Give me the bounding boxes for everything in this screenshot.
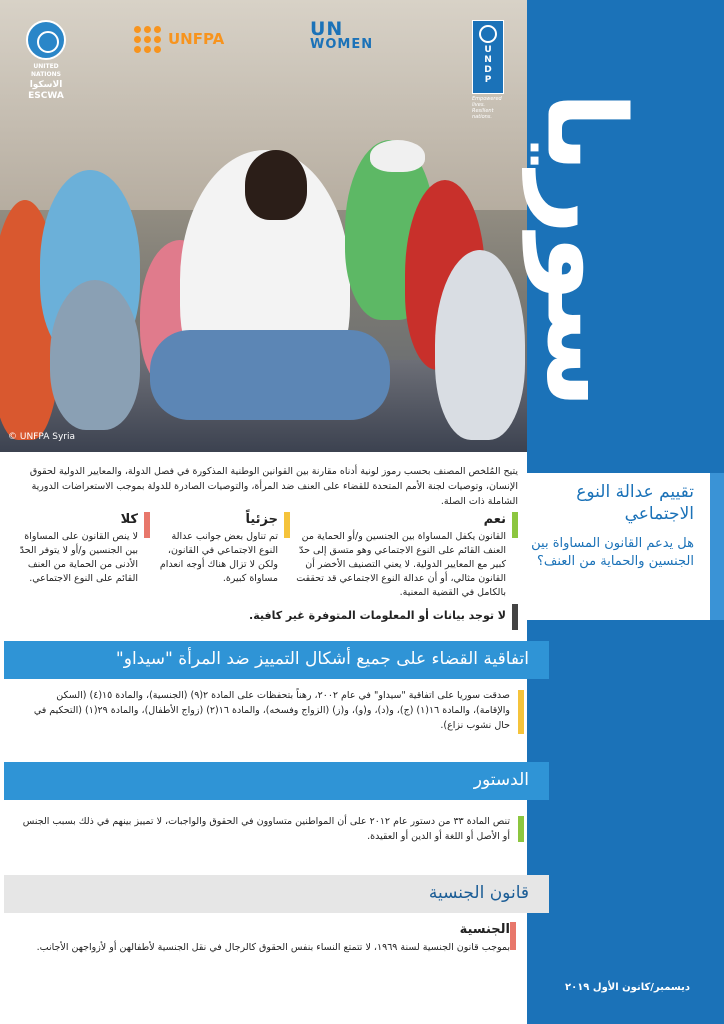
un-logo-line1: UNITED NATIONS [31,63,61,78]
section-title-nationality: قانون الجنسية [428,883,529,903]
section-body-cedaw [20,688,510,733]
legend-no-body: لا ينص القانون على المساواة بين الجنسين و/أو لا يتوفر الحدّ الأدنى من الحماية من العنف القائم على النوع الاجتماعي. [19,531,138,584]
section-body-nationality [20,940,510,955]
un-emblem-icon [26,20,66,60]
section-header-constitution [4,762,549,800]
photo-woman-jeans [150,330,390,420]
assessment-title: تقييم عدالة النوع الاجتماعي [576,482,694,524]
legend-yes-body: القانون يكفل المساواة بين الجنسين و/أو الحماية من العنف القائم على النوع الاجتماعي وهو متسق إلى حدّ كبير مع المعايير الدولية. لا يعني التصنيف الأخضر أن القانون مثالي، أو أن عدالة النوع الاجتماعي قد تحققت بالكامل في القضية المعنية. [296,531,506,598]
undp-emblem-icon [479,25,497,43]
un-logo-line2: الاسكوا [29,80,63,90]
assessment-card-accent [710,473,724,620]
country-title [522,80,648,420]
unwomen-line2: WOMEN [310,37,374,52]
constitution-text: تنص المادة ٣٣ من دستور عام ٢٠١٢ على أن المواطنين متساوون في الحقوق والواجبات، لا تمييز بينهم في ذلك بسبب الجنس أو الأصل أو اللغة أو الدين أو العقيدة. [22,816,510,842]
section-title-cedaw: اتفاقية القضاء على جميع أشكال التمييز ضد المرأة "سيداو" [115,649,529,669]
cedaw-status-swatch [518,690,524,734]
un-escwa-logo [22,20,70,101]
section-title-constitution: الدستور [473,770,529,790]
nationality-text: بموجب قانون الجنسية لسنة ١٩٦٩، لا تتمتع النساء بنفس الحقوق كالرجال في نقل الجنسية لأطفالهن أو لأزواجهن الأجانب. [36,942,510,953]
publication-date: ديسمبر/كانون الأول ٢٠١٩ [564,982,690,993]
photo-child-sitting [50,280,140,430]
unfpa-logo-text: UNFPA [168,30,225,48]
legend-nodata [249,604,518,630]
section-body-constitution [20,814,510,844]
legend-no-title: كلا [120,512,138,527]
legend-no-swatch [144,512,150,538]
undp-logo [472,20,504,120]
photo-woman-hair [245,150,307,220]
constitution-status-swatch [518,816,524,842]
undp-logo-text: UNDP [484,45,492,85]
photo-boy-cap-hat [370,140,425,172]
legend-yes-title: نعم [483,512,506,527]
photo-boy-right [435,250,525,440]
assessment-question: هل يدعم القانون المساواة بين الجنسين والحماية من العنف؟ [531,536,694,569]
undp-caption: Empowered lives. Resilient nations. [472,96,502,120]
legend-yes-swatch [512,512,518,538]
unfpa-logo [134,24,224,58]
country-title-text: سوريا [522,91,648,409]
legend-partial-swatch [284,512,290,538]
legend-nodata-title: لا توجد بيانات أو المعلومات المتوفرة غير كافية. [249,609,506,622]
unwomen-logo [310,20,420,56]
unfpa-dots-icon [134,26,164,56]
assessment-card [527,473,710,620]
legend-nodata-swatch [512,604,518,630]
intro-paragraph: يتيح المُلخص المصنف بحسب رموز لونية أدناه مقارنة بين القوانين الوطنية المذكورة في فصل الدولة، والمعايير الدولية لحقوق الإنسان، وتوصيات لجنة الأمم المتحدة للقضاء على العنف ضد المرأة، والتوصيات الصادرة للدولة بموجب الاستعراضات الدورية الشاملة ذات الصلة. [29,466,518,507]
legend-partial-title: جزئياً [245,512,278,527]
un-logo-line3: ESCWA [28,91,64,101]
cover-photo [0,0,527,452]
section-header-nationality [4,875,549,913]
nationality-status-swatch [510,922,516,950]
photo-credit: © UNFPA Syria [8,432,75,442]
unwomen-line1: UN [310,18,344,40]
nationality-subtitle: الجنسية [459,922,510,937]
legend-partial-body: تم تناول بعض جوانب عدالة النوع الاجتماعي في القانون، ولكن لا تزال هناك أوجه انعدام مساواة كبيرة. [159,531,278,584]
cedaw-text: صدقت سوريا على اتفاقية "سيداو" في عام ٢٠٠٢، رهناً بتحفظات على المادة ٢(٩) (الجنسية)، والمادة ١٥(٤) (السكن والإقامة)، والمادة ١٦(١) (ج)، و(د)، و(و)، و(ز) (الزواج وفسخه)، والمادة ١٦(٢) (زواج الأطفال)، والمادة ٢٩(١) (التحكيم في حال نشوب نزاع). [33,690,510,731]
section-header-cedaw [4,641,549,679]
